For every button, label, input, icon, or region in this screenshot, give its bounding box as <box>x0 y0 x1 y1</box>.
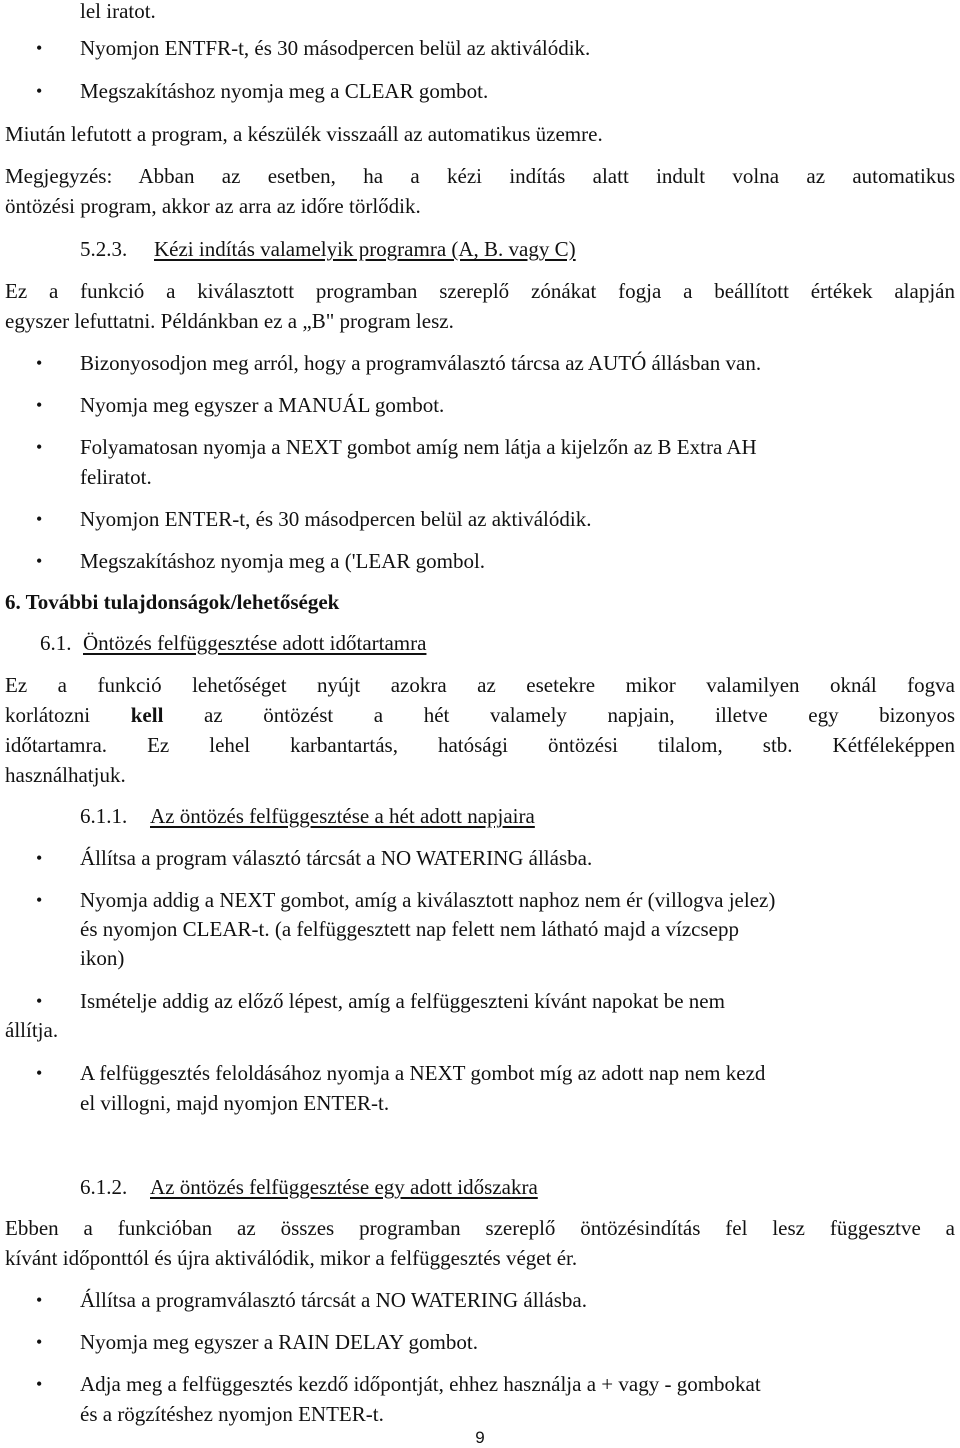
paragraph-line: Ez a funkció a kiválasztott programban szereplő zónákat fogja a beállított értékek alapján <box>5 279 955 303</box>
paragraph-line: időtartamra. Ez lehel karbantartás, hatósági öntözési tilalom, stb. Kétféleképpen <box>5 733 955 757</box>
list-item: Megszakításhoz nyomja meg a CLEAR gombot. <box>80 79 489 103</box>
list-item: Folyamatosan nyomja a NEXT gombot amíg nem látja a kijelzőn az B Extra AH <box>80 435 757 459</box>
paragraph-line: Ez a funkció lehetőséget nyújt azokra az esetekre mikor valamilyen oknál fogva <box>5 673 955 697</box>
section-number: 6.1.1. <box>80 804 128 828</box>
bullet-icon: • <box>36 353 43 373</box>
bullet-icon: • <box>36 848 43 868</box>
list-item: Adja meg a felfüggesztés kezdő időpontját, ehhez használja a + vagy - gombokat <box>80 1372 761 1396</box>
bullet-icon: • <box>36 890 43 910</box>
list-item: Nyomja meg egyszer a RAIN DELAY gombot. <box>80 1330 478 1354</box>
page-number: 9 <box>475 1428 485 1447</box>
continued-text: lel iratot. <box>80 0 156 23</box>
list-item: Nyomjon ENTER-t, és 30 másodpercen belül az aktiválódik. <box>80 507 592 531</box>
section-title: Az öntözés felfüggesztése a hét adott napjaira <box>150 804 535 828</box>
text-run: az öntözést a hét valamely napjain, illetve egy bizonyos <box>204 703 955 727</box>
section-title: Öntözés felfüggesztése adott időtartamra <box>83 631 427 655</box>
bold-text-run: kell <box>130 703 164 727</box>
bullet-icon: • <box>36 1332 43 1352</box>
list-item-continued: ikon) <box>80 946 125 970</box>
bullet-icon: • <box>36 509 43 529</box>
paragraph-line: kívánt időponttól és újra aktiválódik, mikor a felfüggesztés véget ér. <box>5 1246 578 1270</box>
list-item: Nyomja addig a NEXT gombot, amíg a kiválasztott naphoz nem ér (villogva jelez) <box>80 888 776 912</box>
bullet-icon: • <box>36 395 43 415</box>
bullet-icon: • <box>36 1374 43 1394</box>
bullet-icon: • <box>36 1063 43 1083</box>
text-run: korlátozni <box>5 703 91 727</box>
section-number: 6.1. <box>40 631 72 655</box>
list-item-continued: és nyomjon CLEAR-t. (a felfüggesztett nap felett nem látható majd a vízcsepp <box>80 917 739 941</box>
bullet-icon: • <box>36 437 43 457</box>
list-item-continued: és a rögzítéshez nyomjon ENTER-t. <box>80 1402 384 1426</box>
paragraph-line: Ebben a funkcióban az összes programban szereplő öntözésindítás fel lesz függesztve a <box>5 1216 955 1240</box>
section-title: Az öntözés felfüggesztése egy adott időszakra <box>150 1175 538 1199</box>
note-line: Megjegyzés: Abban az esetben, ha a kézi indítás alatt indult volna az automatikus <box>5 164 955 188</box>
list-item: Állítsa a program választó tárcsát a NO WATERING állásba. <box>80 846 593 870</box>
bullet-icon: • <box>36 81 43 101</box>
list-item-continued: állítja. <box>5 1018 59 1042</box>
note-line: öntözési program, akkor az arra az időre törlődik. <box>5 194 421 218</box>
list-item: Ismételje addig az előző lépest, amíg a felfüggeszteni kívánt napokat be nem <box>80 989 725 1013</box>
bullet-icon: • <box>36 991 43 1011</box>
list-item: Nyomjon ENTFR-t, és 30 másodpercen belül az aktiválódik. <box>80 36 591 60</box>
list-item: Bizonyosodjon meg arról, hogy a programválasztó tárcsa az AUTÓ állásban van. <box>80 351 762 375</box>
list-item: A felfüggesztés feloldásához nyomja a NEXT gombot míg az adott nap nem kezd <box>80 1061 766 1085</box>
paragraph-line: használhatjuk. <box>5 763 126 787</box>
list-item-continued: feliratot. <box>80 465 152 489</box>
bullet-icon: • <box>36 1290 43 1310</box>
paragraph-line <box>5 702 955 728</box>
chapter-heading: 6. További tulajdonságok/lehetőségek <box>5 590 340 614</box>
section-number: 5.2.3. <box>80 237 128 261</box>
paragraph-line: egyszer lefuttatni. Példánkban ez a „B" program lesz. <box>5 309 454 333</box>
list-item: Állítsa a programválasztó tárcsát a NO WATERING állásba. <box>80 1288 587 1312</box>
section-number: 6.1.2. <box>80 1175 128 1199</box>
list-item: Nyomja meg egyszer a MANUÁL gombot. <box>80 393 445 417</box>
list-item-continued: el villogni, majd nyomjon ENTER-t. <box>80 1091 390 1115</box>
paragraph: Miután lefutott a program, a készülék visszaáll az automatikus üzemre. <box>5 122 603 146</box>
section-title: Kézi indítás valamelyik programra (A, B. vagy C) <box>154 237 576 261</box>
bullet-icon: • <box>36 551 43 571</box>
bullet-icon: • <box>36 38 43 58</box>
list-item: Megszakításhoz nyomja meg a ('LEAR gombol. <box>80 549 486 573</box>
